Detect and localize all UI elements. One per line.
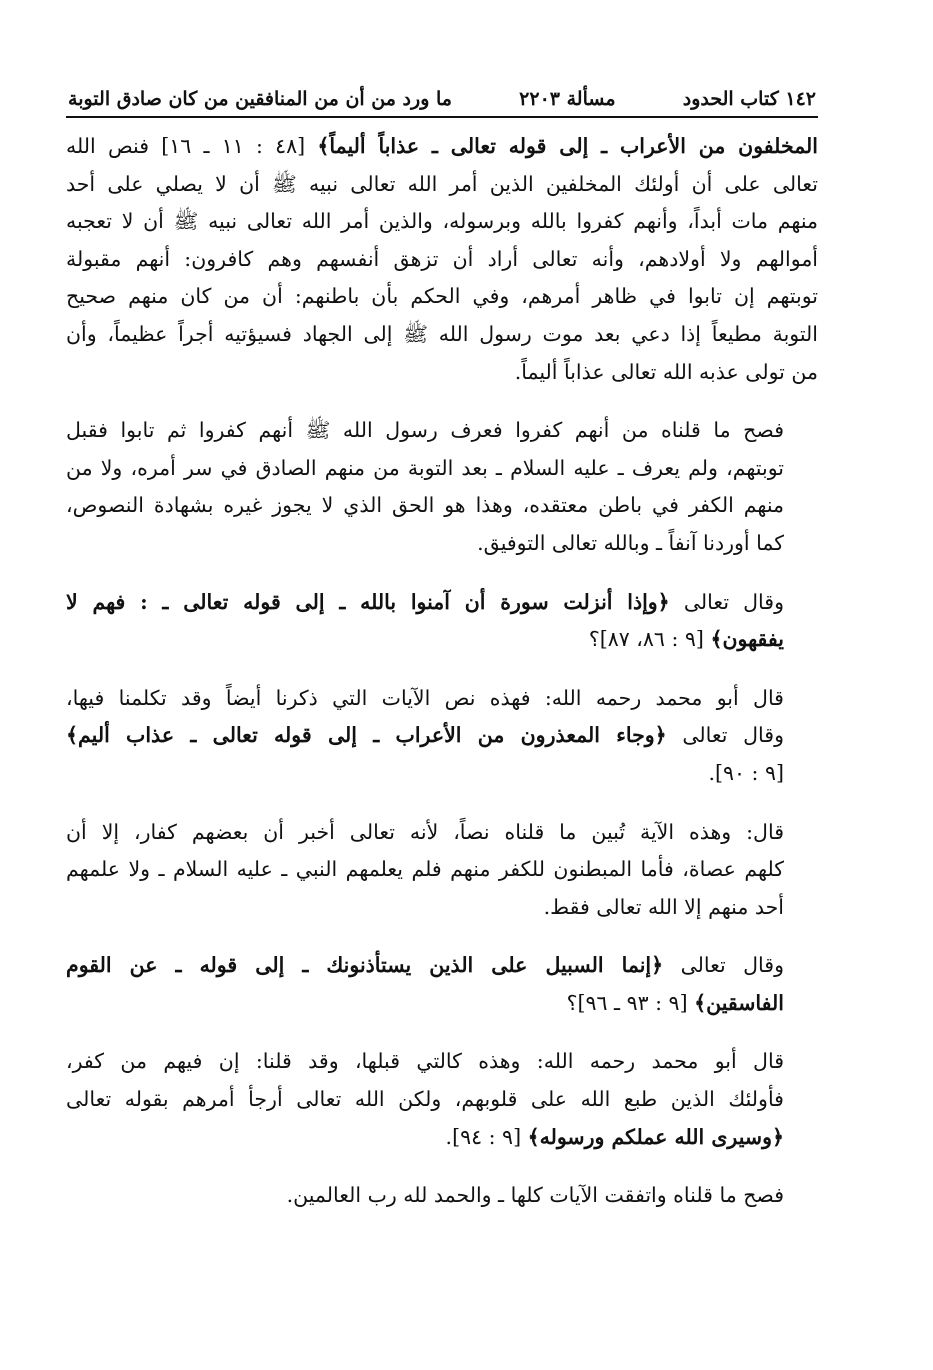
text-run: من تولى عذبه الله تعالى عذاباً أليماً.: [514, 359, 818, 384]
text-run: [٩ : ٩٤].: [445, 1124, 528, 1149]
text-run: قال أبو محمد رحمه الله: فهذه نص الآيات التي ذكرنا أيضاً وقد تكلمنا فيها،: [66, 685, 784, 710]
text-line: [66, 412, 818, 450]
text-run: التوبة مطيعاً إذا دعي بعد موت رسول الله ﷺ إلى الجهاد فسيؤتيه أجراً عظيماً، وأن: [66, 321, 818, 346]
paragraph: [66, 584, 818, 659]
text-run: منهم الكفر في باطن معتقده، وهذا هو الحق الذي لا يجوز غيره بشهادة النصوص،: [66, 493, 784, 518]
text-run: كلهم عصاة، فأما المبطنون للكفر منهم فلم يعلمهم النبي ـ عليه السلام ـ ولا علمهم: [66, 857, 784, 882]
page-number-and-book-title: ١٤٢ كتاب الحدود: [682, 88, 816, 110]
text-run: وقال تعالى: [663, 953, 785, 978]
text-line: [66, 487, 818, 525]
text-line: [66, 851, 818, 889]
text-run: أحد منهم إلا الله تعالى فقط.: [543, 894, 784, 919]
text-line: [66, 985, 818, 1023]
text-run: توبتهم، ولم يعرف ـ عليه السلام ـ بعد التوبة من منهم الصادق في سر أمره، ولا من: [66, 455, 784, 480]
text-line: [66, 680, 818, 718]
text-run: [٩ : ٩٠].: [708, 760, 784, 785]
text-line: [66, 316, 818, 354]
text-line: [66, 717, 818, 755]
text-run: [٤٨ : ١١ ـ ١٦] فنص الله: [66, 134, 318, 158]
text-line: [66, 1177, 818, 1215]
paragraph: [66, 680, 818, 793]
quran-quote: المخلفون من الأعراب ـ إلى قوله تعالى ـ عذاباً أليماً﴾: [317, 134, 818, 158]
paragraph: [66, 128, 818, 391]
text-line: [66, 1081, 818, 1119]
issue-number: مسألة ٢٢٠٣: [519, 88, 616, 110]
text-line: [66, 278, 818, 316]
text-run: [٩ : ٨٦، ٨٧]؟: [588, 627, 711, 652]
text-line: [66, 354, 818, 392]
text-line: [66, 947, 818, 985]
text-run: فصح ما قلناه واتفقت الآيات كلها ـ والحمد لله رب العالمين.: [286, 1183, 784, 1208]
text-line: [66, 621, 818, 659]
text-line: [66, 1119, 818, 1157]
text-run: منهم مات أبداً، وأنهم كفروا بالله وبرسوله، والذين أمر الله تعالى نبيه ﷺ أن لا تعجبه: [66, 209, 818, 234]
text-run: وقال تعالى: [666, 723, 784, 748]
text-run: قال أبو محمد رحمه الله: وهذه كالتي قبلها، وقد قلنا: إن فيهم من كفر،: [66, 1049, 784, 1074]
quran-quote: الفاسقين﴾: [694, 990, 784, 1015]
text-run: وقال تعالى: [669, 589, 784, 614]
text-run: أموالهم ولا أولادهم، وأنه تعالى أراد أن تزهق أنفسهم وهم كافرون: أنهم مقبولة: [66, 246, 818, 271]
text-run: [٩ : ٩٣ ـ ٩٦]؟: [566, 990, 695, 1015]
quran-quote: ﴿وسيرى الله عملكم ورسوله﴾: [527, 1124, 784, 1149]
text-run: فصح ما قلناه من أنهم كفروا فعرف رسول الله ﷺ أنهم كفروا ثم تابوا فقبل: [66, 418, 784, 443]
header-rule: [66, 116, 818, 118]
paragraph: [66, 814, 818, 927]
quran-quote: ﴿وإذا أنزلت سورة أن آمنوا بالله ـ إلى قوله تعالى ـ : فهم لا: [66, 589, 670, 614]
book-page: [66, 88, 818, 1236]
quran-quote: يفقهون﴾: [710, 627, 784, 652]
section-topic: ما ورد من أن من المنافقين من كان صادق التوبة: [68, 88, 452, 110]
text-run: توبتهم إن تابوا في ظاهر أمرهم، وفي الحكم بأن باطنهم: أن من كان منهم صحيح: [66, 284, 818, 309]
text-line: [66, 1043, 818, 1081]
text-line: [66, 450, 818, 488]
text-line: [66, 166, 818, 204]
paragraph: [66, 1177, 818, 1215]
paragraph: [66, 412, 818, 562]
text-line: [66, 755, 818, 793]
quran-quote: ﴿وجاء المعذرون من الأعراب ـ إلى قوله تعالى ـ عذاب أليم﴾: [66, 723, 667, 748]
text-line: [66, 128, 818, 166]
text-run: كما أوردنا آنفاً ـ وبالله تعالى التوفيق.: [477, 530, 784, 555]
text-line: [66, 203, 818, 241]
running-header: [66, 88, 818, 116]
text-line: [66, 525, 818, 563]
text-line: [66, 241, 818, 279]
paragraph: [66, 947, 818, 1022]
text-run: فأولئك الذين طبع الله على قلوبهم، ولكن الله تعالى أرجأ أمرهم بقوله تعالى: [66, 1087, 784, 1112]
text-line: [66, 584, 818, 622]
text-run: تعالى على أن أولئك المخلفين الذين أمر الله تعالى نبيه ﷺ أن لا يصلي على أحد: [66, 171, 818, 196]
text-line: [66, 889, 818, 927]
body-text: [66, 128, 818, 1215]
paragraph: [66, 1043, 818, 1156]
quran-quote: ﴿إنما السبيل على الذين يستأذنونك ـ إلى قوله ـ عن القوم: [66, 953, 664, 978]
text-line: [66, 814, 818, 852]
text-run: قال: وهذه الآية تُبين ما قلناه نصاً، لأنه تعالى أخبر أن بعضهم كفار، إلا أن: [66, 819, 784, 844]
